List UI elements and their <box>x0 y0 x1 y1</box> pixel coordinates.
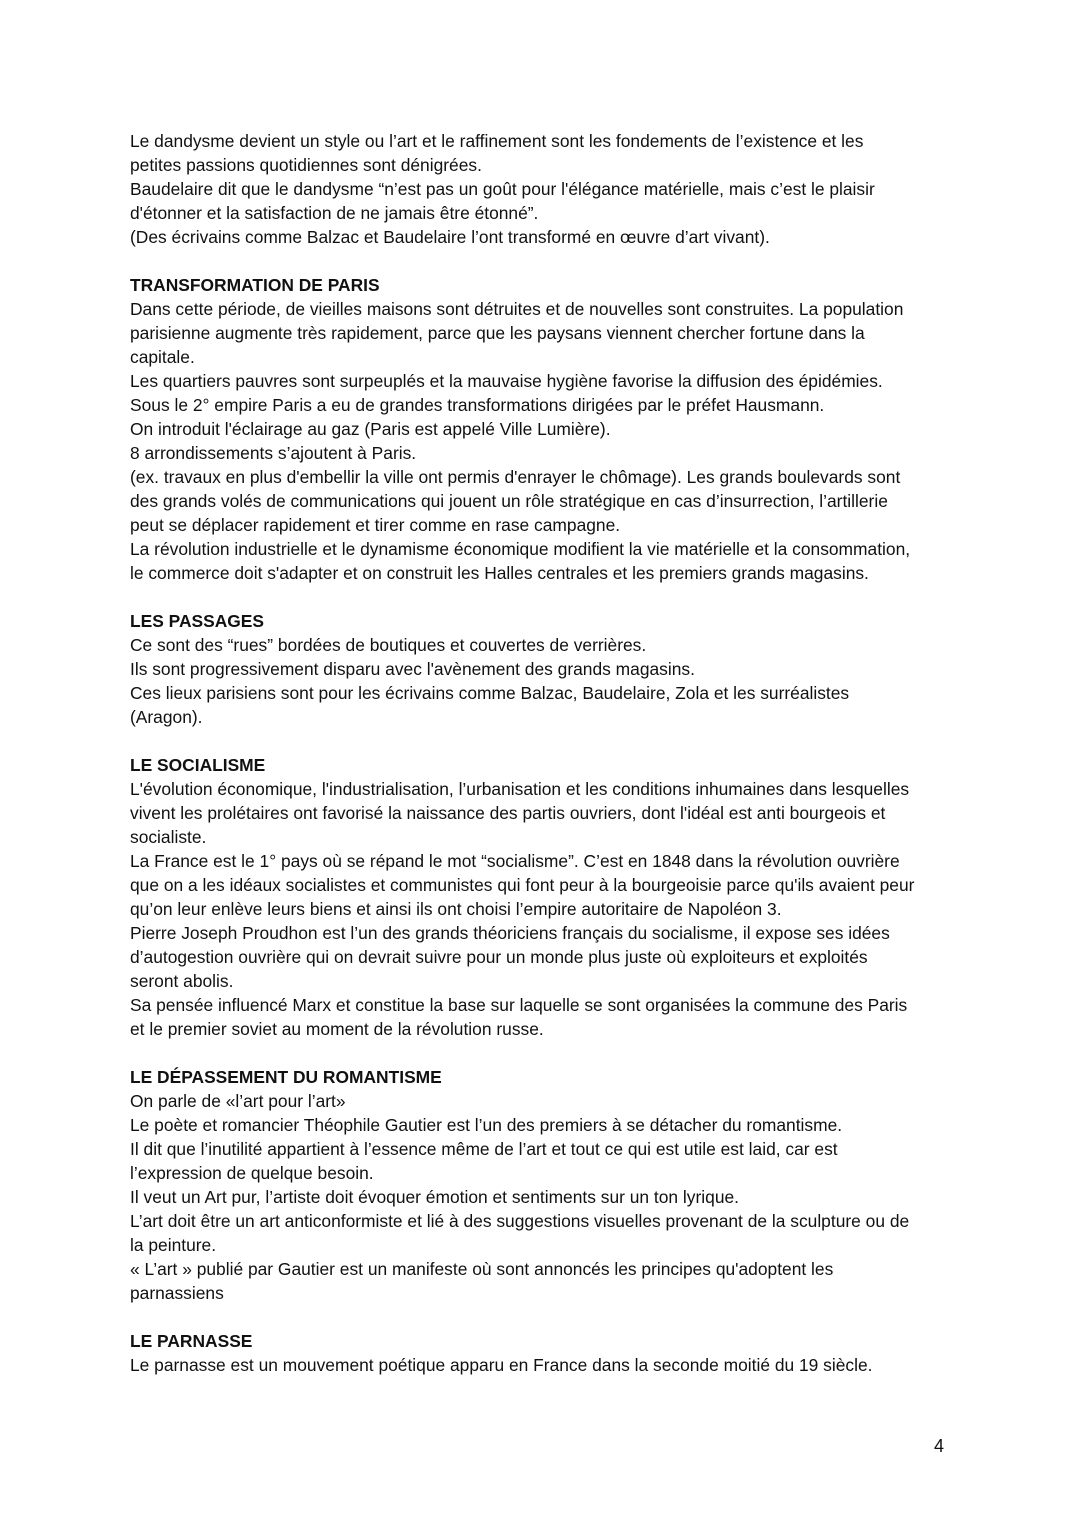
text-line: qu’on leur enlève leurs biens et ainsi ils ont choisi l’empire autoritaire de Napoléon 3. <box>130 899 782 919</box>
text-line: Ils sont progressivement disparu avec l'avènement des grands magasins. <box>130 659 695 679</box>
text-line: Baudelaire dit que le dandysme “n’est pas un goût pour l'élégance matérielle, mais c’est le plaisir <box>130 179 875 199</box>
text-line: Il veut un Art pur, l’artiste doit évoquer émotion et sentiments sur un ton lyrique. <box>130 1187 739 1207</box>
text-line: Il dit que l’inutilité appartient à l’essence même de l’art et tout ce qui est utile est laid, car est <box>130 1139 838 1159</box>
document-page <box>130 129 960 1377</box>
text-line: Le dandysme devient un style ou l’art et le raffinement sont les fondements de l’existence et les <box>130 131 864 151</box>
section-heading: LES PASSAGES <box>130 611 265 631</box>
text-line: le commerce doit s'adapter et on construit les Halles centrales et les premiers grands magasins. <box>130 563 869 583</box>
section-spacer <box>130 1041 960 1065</box>
text-line: Sous le 2° empire Paris a eu de grandes transformations dirigées par le préfet Hausmann. <box>130 395 825 415</box>
text-line: d'étonner et la satisfaction de ne jamais être étonné”. <box>130 203 539 223</box>
text-line: parnassiens <box>130 1283 224 1303</box>
section-heading: TRANSFORMATION DE PARIS <box>130 275 380 295</box>
text-line: (Des écrivains comme Balzac et Baudelaire l’ont transformé en œuvre d’art vivant). <box>130 227 770 247</box>
text-line: vivent les prolétaires ont favorisé la naissance des partis ouvriers, dont l'idéal est anti bourgeois et <box>130 803 886 823</box>
section-spacer <box>130 729 960 753</box>
text-line: petites passions quotidiennes sont dénigrées. <box>130 155 482 175</box>
text-line: des grands volés de communications qui jouent un rôle stratégique en cas d’insurrection, l’artillerie <box>130 491 888 511</box>
text-line: Sa pensée influencé Marx et constitue la base sur laquelle se sont organisées la commune des Paris <box>130 995 908 1015</box>
text-line: Ces lieux parisiens sont pour les écrivains comme Balzac, Baudelaire, Zola et les surréalistes <box>130 683 850 703</box>
text-line: On introduit l'éclairage au gaz (Paris est appelé Ville Lumière). <box>130 419 611 439</box>
text-line: Le poète et romancier Théophile Gautier est l’un des premiers à se détacher du romantisme. <box>130 1115 843 1135</box>
text-line: La révolution industrielle et le dynamisme économique modifient la vie matérielle et la consommation, <box>130 539 911 559</box>
intro-paragraph <box>130 129 960 249</box>
text-line: (ex. travaux en plus d'embellir la ville ont permis d'enrayer le chômage). Les grands boulevards sont <box>130 467 901 487</box>
section-transformation-de-paris <box>130 273 960 585</box>
text-line: la peinture. <box>130 1235 217 1255</box>
text-line: Pierre Joseph Proudhon est l’un des grands théoriciens français du socialisme, il expose ses idées <box>130 923 890 943</box>
section-spacer <box>130 249 960 273</box>
text-line: et le premier soviet au moment de la révolution russe. <box>130 1019 544 1039</box>
text-line: Ce sont des “rues” bordées de boutiques et couvertes de verrières. <box>130 635 647 655</box>
text-line: L'évolution économique, l'industrialisation, l’urbanisation et les conditions inhumaines dans lesquelles <box>130 779 910 799</box>
text-line: « L’art » publié par Gautier est un manifeste où sont annoncés les principes qu'adoptent les <box>130 1259 834 1279</box>
section-heading: LE DÉPASSEMENT DU ROMANTISME <box>130 1067 442 1087</box>
section-heading: LE SOCIALISME <box>130 755 266 775</box>
section-heading: LE PARNASSE <box>130 1331 253 1351</box>
text-line: Dans cette période, de vieilles maisons sont détruites et de nouvelles sont construites. La population <box>130 299 904 319</box>
text-line: capitale. <box>130 347 195 367</box>
text-line: Le parnasse est un mouvement poétique apparu en France dans la seconde moitié du 19 siècle. <box>130 1355 873 1375</box>
section-les-passages <box>130 609 960 729</box>
text-line: La France est le 1° pays où se répand le mot “socialisme”. C’est en 1848 dans la révolution ouvrière <box>130 851 900 871</box>
text-line: On parle de «l’art pour l’art» <box>130 1091 346 1111</box>
section-spacer <box>130 1305 960 1329</box>
text-line: peut se déplacer rapidement et tirer comme en rase campagne. <box>130 515 621 535</box>
section-le-parnasse <box>130 1329 960 1377</box>
text-line: (Aragon). <box>130 707 203 727</box>
text-line: socialiste. <box>130 827 207 847</box>
text-line: d’autogestion ouvrière qui on devrait suivre pour un monde plus juste où exploiteurs et exploités <box>130 947 868 967</box>
text-line: que on a les idéaux socialistes et communistes qui font peur à la bourgeoisie parce qu'ils avaient peur <box>130 875 915 895</box>
text-line: L’art doit être un art anticonformiste et lié à des suggestions visuelles provenant de la sculpture ou de <box>130 1211 910 1231</box>
section-le-socialisme <box>130 753 960 1041</box>
text-line: Les quartiers pauvres sont surpeuplés et la mauvaise hygiène favorise la diffusion des épidémies. <box>130 371 883 391</box>
section-spacer <box>130 585 960 609</box>
text-line: seront abolis. <box>130 971 234 991</box>
text-line: 8 arrondissements s’ajoutent à Paris. <box>130 443 417 463</box>
page-number: 4 <box>934 1436 945 1456</box>
text-line: l’expression de quelque besoin. <box>130 1163 374 1183</box>
section-le-depassement-du-romantisme <box>130 1065 960 1305</box>
text-line: parisienne augmente très rapidement, parce que les paysans viennent chercher fortune dans la <box>130 323 865 343</box>
